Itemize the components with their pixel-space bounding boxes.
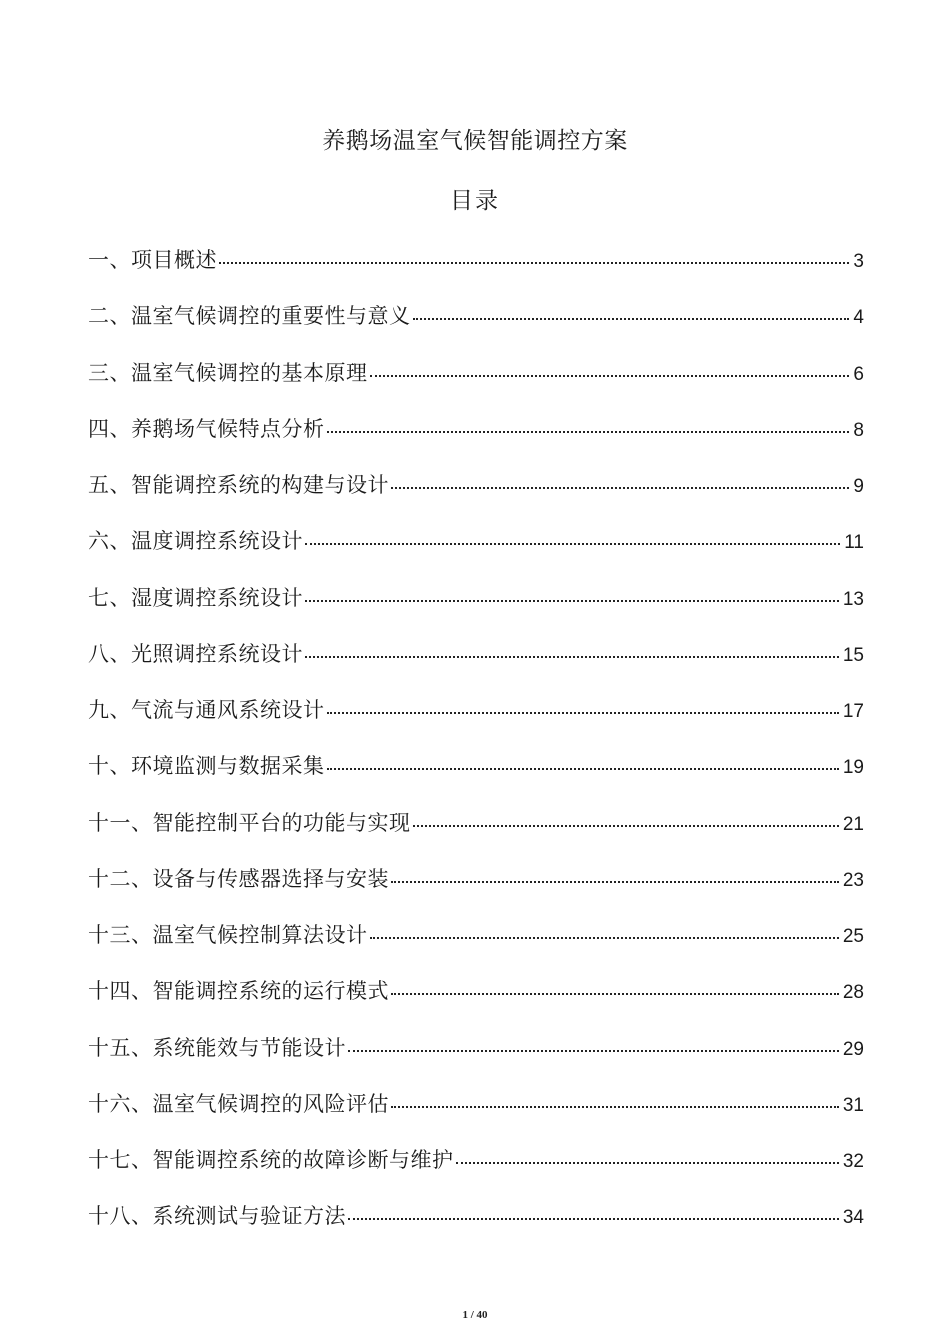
toc-entry-label: 五、智能调控系统的构建与设计 [88, 473, 389, 497]
toc-dot-leader [370, 375, 850, 377]
toc-entry-page: 17 [842, 701, 864, 722]
toc-dot-leader [391, 487, 849, 489]
toc-entry-page: 21 [842, 813, 864, 835]
toc-entry-label: 六、温度调控系统设计 [88, 529, 303, 554]
toc-dot-leader [305, 543, 840, 545]
toc-entry-label: 十四、智能调控系统的运行模式 [88, 979, 389, 1004]
toc-entry-page: 25 [842, 926, 864, 947]
toc-entry-label: 一、项目概述 [88, 248, 217, 272]
document-title: 养鹅场温室气候智能调控方案 [322, 128, 628, 154]
toc-entry[interactable] [88, 918, 864, 974]
toc-entry-page: 34 [842, 1207, 864, 1229]
toc-dot-leader [391, 881, 839, 883]
toc-dot-leader [348, 1050, 839, 1052]
toc-entry-page: 32 [842, 1151, 864, 1172]
toc-dot-leader [391, 993, 839, 995]
toc-entry-page: 3 [853, 251, 864, 272]
page-number-footer: 1 / 40 [462, 1309, 488, 1321]
toc-entry-label: 十二、设备与传感器选择与安装 [88, 866, 389, 891]
toc-entry-page: 23 [842, 869, 864, 891]
toc-entry-label: 二、温室气候调控的重要性与意义 [88, 304, 411, 329]
toc-dot-leader [413, 318, 850, 320]
toc-entry-label: 十、环境监测与数据采集 [88, 754, 325, 779]
toc-entry-label: 十七、智能调控系统的故障诊断与维护 [88, 1148, 454, 1172]
toc-dot-leader [348, 1218, 839, 1220]
toc-entry-label: 三、温室气候调控的基本原理 [88, 360, 368, 385]
toc-entry-page: 9 [853, 476, 864, 497]
toc-entry-label: 八、光照调控系统设计 [88, 641, 303, 666]
toc-entry-label: 十五、系统能效与节能设计 [88, 1035, 346, 1060]
toc-entry[interactable] [88, 806, 864, 862]
toc-entry[interactable] [88, 356, 864, 412]
toc-dot-leader [413, 825, 839, 827]
toc-entry[interactable] [88, 524, 864, 580]
toc-entry[interactable] [88, 1087, 864, 1143]
toc-dot-leader [327, 431, 850, 433]
toc-entry[interactable] [88, 749, 864, 805]
toc-entry-label: 十三、温室气候控制算法设计 [88, 923, 368, 947]
toc-entry-label: 十八、系统测试与验证方法 [88, 1204, 346, 1229]
toc-entry-label: 十一、智能控制平台的功能与实现 [88, 810, 411, 835]
toc-entry[interactable] [88, 412, 864, 468]
toc-dot-leader [305, 656, 839, 658]
toc-dot-leader [305, 600, 839, 602]
toc-entry[interactable] [88, 299, 864, 355]
toc-entry[interactable] [88, 581, 864, 637]
toc-dot-leader [219, 262, 849, 264]
toc-entry[interactable] [88, 693, 864, 749]
toc-entry[interactable] [88, 243, 864, 299]
toc-entry-page: 28 [842, 982, 864, 1004]
toc-entry[interactable] [88, 862, 864, 918]
toc-entry[interactable] [88, 1143, 864, 1199]
toc-dot-leader [391, 1106, 839, 1108]
toc-entry[interactable] [88, 1031, 864, 1087]
toc-entry-label: 四、养鹅场气候特点分析 [88, 416, 325, 441]
toc-entry-page: 13 [842, 588, 864, 610]
toc-entry-page: 8 [853, 419, 864, 441]
toc-entry-page: 11 [844, 532, 864, 554]
table-of-contents [88, 243, 864, 1256]
toc-entry-page: 31 [842, 1094, 864, 1116]
toc-heading: 目录 [450, 188, 500, 214]
toc-entry-page: 15 [842, 644, 864, 666]
toc-dot-leader [456, 1162, 839, 1164]
toc-entry-page: 6 [853, 363, 864, 385]
toc-entry[interactable] [88, 468, 864, 524]
toc-entry-page: 4 [853, 307, 864, 329]
toc-entry[interactable] [88, 974, 864, 1030]
toc-entry-label: 七、湿度调控系统设计 [88, 585, 303, 610]
toc-dot-leader [370, 937, 839, 939]
toc-entry[interactable] [88, 637, 864, 693]
toc-entry-page: 29 [842, 1038, 864, 1060]
toc-entry-label: 九、气流与通风系统设计 [88, 698, 325, 722]
toc-dot-leader [327, 712, 839, 714]
toc-entry-label: 十六、温室气候调控的风险评估 [88, 1091, 389, 1116]
toc-dot-leader [327, 768, 839, 770]
toc-entry[interactable] [88, 1199, 864, 1255]
toc-entry-page: 19 [842, 757, 864, 779]
